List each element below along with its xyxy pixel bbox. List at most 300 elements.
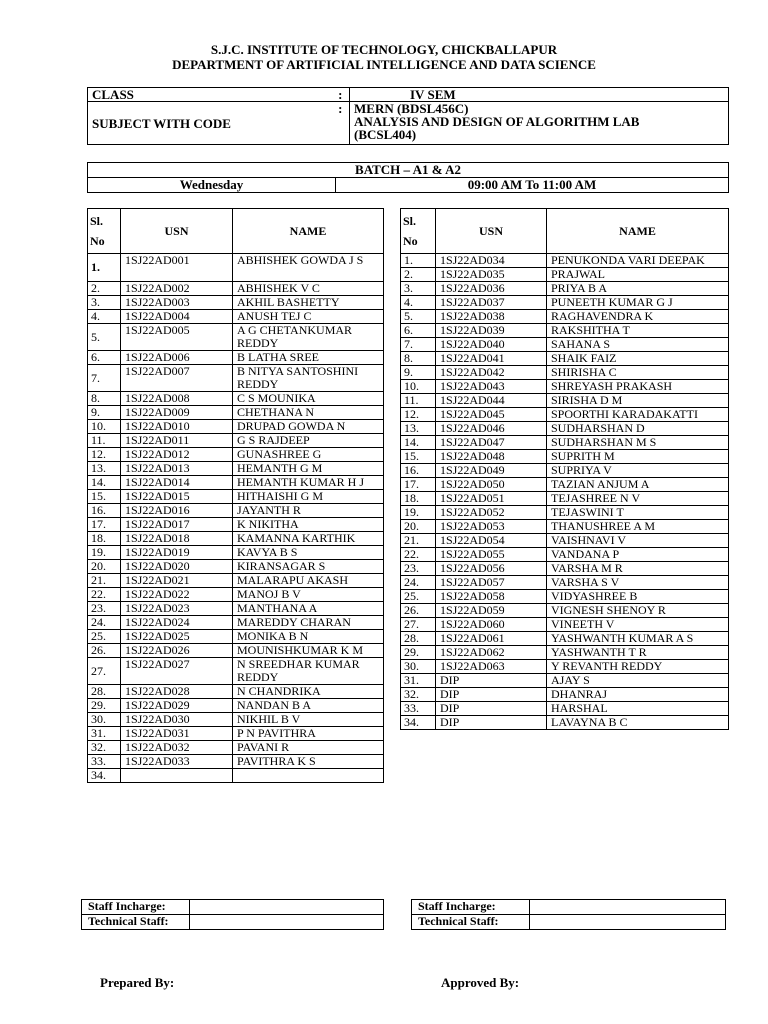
row-name: HITHAISHI G M (233, 490, 384, 504)
table-row (88, 406, 384, 420)
row-usn: 1SJ22AD020 (121, 560, 233, 574)
row-usn: 1SJ22AD003 (121, 296, 233, 310)
table-row (401, 282, 729, 296)
table-row (88, 448, 384, 462)
row-usn: 1SJ22AD050 (436, 478, 547, 492)
row-name: A G CHETANKUMAR REDDY (233, 324, 384, 351)
row-sl-no: 19. (401, 506, 436, 520)
row-sl-no: 11. (88, 434, 121, 448)
row-name: PAVITHRA K S (233, 755, 384, 769)
row-name (233, 769, 384, 783)
student-table-right (400, 208, 729, 730)
row-name: YASHWANTH KUMAR A S (547, 632, 729, 646)
row-usn: 1SJ22AD018 (121, 532, 233, 546)
table-row (401, 366, 729, 380)
row-sl-no: 26. (401, 604, 436, 618)
technical-staff-field (190, 915, 384, 930)
row-sl-no: 9. (401, 366, 436, 380)
table-row (88, 351, 384, 365)
row-name: SPOORTHI KARADAKATTI (547, 408, 729, 422)
row-sl-no: 15. (88, 490, 121, 504)
row-sl-no: 13. (88, 462, 121, 476)
table-row (401, 296, 729, 310)
table-row (401, 422, 729, 436)
class-row (88, 88, 729, 102)
row-sl-no: 4. (88, 310, 121, 324)
row-name: B LATHA SREE (233, 351, 384, 365)
batch-title: BATCH – A1 & A2 (88, 163, 729, 178)
row-usn: 1SJ22AD062 (436, 646, 547, 660)
table-row (88, 282, 384, 296)
row-name: SAHANA S (547, 338, 729, 352)
row-name: VINEETH V (547, 618, 729, 632)
row-usn: 1SJ22AD028 (121, 685, 233, 699)
row-usn: 1SJ22AD048 (436, 450, 547, 464)
row-sl-no: 3. (88, 296, 121, 310)
column-sl-text: Sl. (90, 214, 104, 228)
row-sl-no: 34. (401, 716, 436, 730)
row-sl-no: 26. (88, 644, 121, 658)
row-name: THANUSHREE A M (547, 520, 729, 534)
row-name: CHETHANA N (233, 406, 384, 420)
row-usn: 1SJ22AD037 (436, 296, 547, 310)
row-name: SUDHARSHAN M S (547, 436, 729, 450)
row-sl-no: 6. (88, 351, 121, 365)
row-sl-no: 14. (88, 476, 121, 490)
table-row (88, 504, 384, 518)
row-sl-no: 25. (88, 630, 121, 644)
table-row (401, 576, 729, 590)
row-usn: DIP (436, 702, 547, 716)
row-name: N CHANDRIKA (233, 685, 384, 699)
row-name: VIGNESH SHENOY R (547, 604, 729, 618)
table-row (88, 518, 384, 532)
row-usn: 1SJ22AD022 (121, 588, 233, 602)
row-sl-no: 30. (401, 660, 436, 674)
row-usn: 1SJ22AD026 (121, 644, 233, 658)
row-name: DRUPAD GOWDA N (233, 420, 384, 434)
row-name: JAYANTH R (233, 504, 384, 518)
row-sl-no: 17. (401, 478, 436, 492)
column-no-text: No (90, 234, 105, 248)
row-name: RAGHAVENDRA K (547, 310, 729, 324)
staff-incharge-field (530, 900, 726, 915)
table-row (88, 616, 384, 630)
row-usn: 1SJ22AD049 (436, 464, 547, 478)
table-row (88, 755, 384, 769)
row-name: VARSHA M R (547, 562, 729, 576)
row-sl-no: 16. (88, 504, 121, 518)
row-name: AJAY S (547, 674, 729, 688)
approved-by-label: Approved By: (441, 975, 520, 990)
table-row (401, 492, 729, 506)
subject-label (88, 102, 332, 145)
table-row (88, 324, 384, 351)
table-row (401, 688, 729, 702)
row-sl-no: 12. (401, 408, 436, 422)
table-row (88, 727, 384, 741)
row-usn: DIP (436, 688, 547, 702)
table-row (88, 310, 384, 324)
row-name: HEMANTH KUMAR H J (233, 476, 384, 490)
row-sl-no: 3. (401, 282, 436, 296)
row-usn: 1SJ22AD027 (121, 658, 233, 685)
row-usn: 1SJ22AD023 (121, 602, 233, 616)
row-sl-no: 20. (401, 520, 436, 534)
row-name: B NITYA SANTOSHINI REDDY (233, 365, 384, 392)
table-row (401, 478, 729, 492)
row-sl-no: 20. (88, 560, 121, 574)
table-row (401, 268, 729, 282)
row-name: PUNEETH KUMAR G J (547, 296, 729, 310)
class-value-text: IV SEM (410, 87, 456, 102)
row-sl-no: 17. (88, 518, 121, 532)
row-sl-no: 28. (88, 685, 121, 699)
table-row (88, 392, 384, 406)
row-usn: 1SJ22AD001 (121, 254, 233, 282)
table-row (401, 436, 729, 450)
table-row (401, 674, 729, 688)
row-usn: 1SJ22AD043 (436, 380, 547, 394)
table-row (401, 702, 729, 716)
table-row (88, 296, 384, 310)
table-row (401, 660, 729, 674)
row-name: Y REVANTH REDDY (547, 660, 729, 674)
column-usn: USN (436, 209, 547, 254)
table-row (88, 546, 384, 560)
row-sl-no: 9. (88, 406, 121, 420)
table-row (401, 338, 729, 352)
row-usn: 1SJ22AD042 (436, 366, 547, 380)
staff-incharge-field (190, 900, 384, 915)
row-sl-no: 28. (401, 632, 436, 646)
class-colon: : (332, 88, 350, 102)
batch-day: Wednesday (88, 178, 336, 193)
row-sl-no: 14. (401, 436, 436, 450)
table-row (88, 602, 384, 616)
row-sl-no: 11. (401, 394, 436, 408)
student-table-left (87, 208, 384, 783)
institute-title: S.J.C. INSTITUTE OF TECHNOLOGY, CHICKBALLAPUR (210, 42, 558, 57)
row-usn: 1SJ22AD024 (121, 616, 233, 630)
row-usn: 1SJ22AD031 (121, 727, 233, 741)
subject-line-3: (BCSL404) (354, 127, 417, 142)
class-info-table (87, 87, 729, 145)
row-sl-no: 27. (88, 658, 121, 685)
row-usn: 1SJ22AD045 (436, 408, 547, 422)
row-name: C S MOUNIKA (233, 392, 384, 406)
table-row (88, 476, 384, 490)
row-name: RAKSHITHA T (547, 324, 729, 338)
row-usn: 1SJ22AD036 (436, 282, 547, 296)
table-row (401, 380, 729, 394)
row-sl-no: 5. (401, 310, 436, 324)
row-name: NIKHIL B V (233, 713, 384, 727)
table-row (401, 562, 729, 576)
row-sl-no: 22. (88, 588, 121, 602)
row-usn: 1SJ22AD004 (121, 310, 233, 324)
row-name: G S RAJDEEP (233, 434, 384, 448)
table-row (401, 408, 729, 422)
row-name: MOUNISHKUMAR K M (233, 644, 384, 658)
row-name: SUDHARSHAN D (547, 422, 729, 436)
row-usn: 1SJ22AD047 (436, 436, 547, 450)
row-usn: 1SJ22AD005 (121, 324, 233, 351)
row-name: N SREEDHAR KUMAR REDDY (233, 658, 384, 685)
table-row (88, 490, 384, 504)
row-name: TAZIAN ANJUM A (547, 478, 729, 492)
row-name: DHANRAJ (547, 688, 729, 702)
table-row (401, 324, 729, 338)
row-name: HEMANTH G M (233, 462, 384, 476)
row-usn: 1SJ22AD057 (436, 576, 547, 590)
row-sl-no: 21. (88, 574, 121, 588)
table-row (401, 604, 729, 618)
row-name: PENUKONDA VARI DEEPAK (547, 254, 729, 268)
batch-time: 09:00 AM To 11:00 AM (336, 178, 729, 193)
row-sl-no: 13. (401, 422, 436, 436)
row-name: VAISHNAVI V (547, 534, 729, 548)
row-sl-no: 19. (88, 546, 121, 560)
table-row (401, 352, 729, 366)
row-sl-no: 27. (401, 618, 436, 632)
row-usn: 1SJ22AD039 (436, 324, 547, 338)
row-usn: 1SJ22AD029 (121, 699, 233, 713)
table-row (88, 532, 384, 546)
row-sl-no: 33. (401, 702, 436, 716)
row-usn: 1SJ22AD035 (436, 268, 547, 282)
row-sl-no: 1. (401, 254, 436, 268)
table-row (88, 588, 384, 602)
row-sl-no: 23. (88, 602, 121, 616)
row-usn: 1SJ22AD012 (121, 448, 233, 462)
row-usn: 1SJ22AD006 (121, 351, 233, 365)
row-usn: 1SJ22AD019 (121, 546, 233, 560)
row-sl-no: 24. (401, 576, 436, 590)
row-usn: 1SJ22AD038 (436, 310, 547, 324)
row-sl-no: 31. (88, 727, 121, 741)
table-row (401, 394, 729, 408)
row-sl-no: 25. (401, 590, 436, 604)
row-name: AKHIL BASHETTY (233, 296, 384, 310)
row-name: MANOJ B V (233, 588, 384, 602)
row-name: PRAJWAL (547, 268, 729, 282)
row-sl-no: 33. (88, 755, 121, 769)
table-row (401, 590, 729, 604)
row-sl-no: 18. (401, 492, 436, 506)
row-usn: 1SJ22AD016 (121, 504, 233, 518)
subject-value (350, 102, 729, 145)
row-usn: 1SJ22AD052 (436, 506, 547, 520)
row-usn: 1SJ22AD055 (436, 548, 547, 562)
table-row (88, 462, 384, 476)
column-usn: USN (121, 209, 233, 254)
row-name: TEJASHREE N V (547, 492, 729, 506)
row-usn: 1SJ22AD054 (436, 534, 547, 548)
table-row (401, 632, 729, 646)
row-name: PRIYA B A (547, 282, 729, 296)
row-sl-no: 32. (401, 688, 436, 702)
column-sl-no (88, 209, 121, 254)
table-row (401, 520, 729, 534)
subject-label-text: SUBJECT WITH CODE (92, 115, 231, 131)
row-sl-no: 29. (88, 699, 121, 713)
row-name: YASHWANTH T R (547, 646, 729, 660)
row-sl-no: 22. (401, 548, 436, 562)
subject-line-1: MERN (BDSL456C) (354, 101, 469, 116)
row-sl-no: 31. (401, 674, 436, 688)
table-row (401, 534, 729, 548)
row-usn: 1SJ22AD040 (436, 338, 547, 352)
row-sl-no: 7. (88, 365, 121, 392)
row-usn: 1SJ22AD025 (121, 630, 233, 644)
row-usn: DIP (436, 674, 547, 688)
row-name: MANTHANA A (233, 602, 384, 616)
row-usn: 1SJ22AD034 (436, 254, 547, 268)
column-name: NAME (233, 209, 384, 254)
row-sl-no: 4. (401, 296, 436, 310)
subject-line-2: ANALYSIS AND DESIGN OF ALGORITHM LAB (354, 114, 640, 129)
row-name: ANUSH TEJ C (233, 310, 384, 324)
row-sl-no: 16. (401, 464, 436, 478)
table-row (88, 254, 384, 282)
row-name: SIRISHA D M (547, 394, 729, 408)
row-usn: 1SJ22AD007 (121, 365, 233, 392)
row-usn: 1SJ22AD053 (436, 520, 547, 534)
row-usn: 1SJ22AD008 (121, 392, 233, 406)
row-sl-no: 2. (88, 282, 121, 296)
row-name: PAVANI R (233, 741, 384, 755)
row-usn: 1SJ22AD063 (436, 660, 547, 674)
row-name: LAVAYNA B C (547, 716, 729, 730)
row-sl-no: 8. (88, 392, 121, 406)
table-header (401, 209, 729, 254)
table-row (401, 716, 729, 730)
table-row (88, 434, 384, 448)
row-sl-no: 8. (401, 352, 436, 366)
row-name: HARSHAL (547, 702, 729, 716)
department-title: DEPARTMENT OF ARTIFICIAL INTELLIGENCE AND DATA SCIENCE (172, 57, 596, 72)
subject-colon: : (332, 102, 350, 145)
technical-staff-label: Technical Staff: (412, 915, 530, 930)
table-row (401, 464, 729, 478)
row-name: NANDAN B A (233, 699, 384, 713)
row-usn: 1SJ22AD032 (121, 741, 233, 755)
table-row (401, 618, 729, 632)
row-sl-no: 18. (88, 532, 121, 546)
row-name: TEJASWINI T (547, 506, 729, 520)
row-name: VIDYASHREE B (547, 590, 729, 604)
table-row (401, 450, 729, 464)
row-usn: 1SJ22AD017 (121, 518, 233, 532)
row-usn: 1SJ22AD009 (121, 406, 233, 420)
table-row (88, 699, 384, 713)
row-name: MONIKA B N (233, 630, 384, 644)
row-usn: 1SJ22AD056 (436, 562, 547, 576)
row-name: SUPRIYA V (547, 464, 729, 478)
row-usn: 1SJ22AD058 (436, 590, 547, 604)
row-sl-no: 10. (88, 420, 121, 434)
row-usn: 1SJ22AD011 (121, 434, 233, 448)
row-usn: 1SJ22AD002 (121, 282, 233, 296)
column-name: NAME (547, 209, 729, 254)
row-sl-no: 1. (88, 254, 121, 282)
row-name: VARSHA S V (547, 576, 729, 590)
row-name: MALARAPU AKASH (233, 574, 384, 588)
row-name: GUNASHREE G (233, 448, 384, 462)
row-sl-no: 15. (401, 450, 436, 464)
subject-row (88, 102, 729, 145)
column-no-text: No (403, 234, 418, 248)
row-usn (121, 769, 233, 783)
row-name: KIRANSAGAR S (233, 560, 384, 574)
row-name: SHAIK FAIZ (547, 352, 729, 366)
row-usn: 1SJ22AD033 (121, 755, 233, 769)
table-header (88, 209, 384, 254)
row-usn: 1SJ22AD010 (121, 420, 233, 434)
row-sl-no: 5. (88, 324, 121, 351)
table-row (88, 713, 384, 727)
row-name: KAMANNA KARTHIK (233, 532, 384, 546)
row-sl-no: 12. (88, 448, 121, 462)
row-sl-no: 10. (401, 380, 436, 394)
row-sl-no: 30. (88, 713, 121, 727)
row-name: SHIRISHA C (547, 366, 729, 380)
row-sl-no: 7. (401, 338, 436, 352)
row-name: ABHISHEK GOWDA J S (233, 254, 384, 282)
row-name: SUPRITH M (547, 450, 729, 464)
row-sl-no: 34. (88, 769, 121, 783)
table-row (88, 769, 384, 783)
table-row (401, 310, 729, 324)
row-usn: 1SJ22AD059 (436, 604, 547, 618)
row-usn: 1SJ22AD015 (121, 490, 233, 504)
technical-staff-field (530, 915, 726, 930)
row-name: VANDANA P (547, 548, 729, 562)
row-name: ABHISHEK V C (233, 282, 384, 296)
staff-incharge-label: Staff Incharge: (412, 900, 530, 915)
row-name: KAVYA B S (233, 546, 384, 560)
table-row (401, 548, 729, 562)
table-row (88, 644, 384, 658)
column-sl-text: Sl. (403, 214, 417, 228)
row-sl-no: 6. (401, 324, 436, 338)
row-sl-no: 2. (401, 268, 436, 282)
row-usn: 1SJ22AD014 (121, 476, 233, 490)
row-usn: 1SJ22AD060 (436, 618, 547, 632)
table-row (88, 658, 384, 685)
table-row (88, 420, 384, 434)
row-name: K NIKITHA (233, 518, 384, 532)
row-usn: DIP (436, 716, 547, 730)
row-sl-no: 21. (401, 534, 436, 548)
batch-table (87, 162, 729, 193)
row-sl-no: 24. (88, 616, 121, 630)
row-usn: 1SJ22AD030 (121, 713, 233, 727)
row-usn: 1SJ22AD046 (436, 422, 547, 436)
row-usn: 1SJ22AD044 (436, 394, 547, 408)
staff-table-right (411, 899, 726, 930)
row-sl-no: 32. (88, 741, 121, 755)
row-name: P N PAVITHRA (233, 727, 384, 741)
row-usn: 1SJ22AD013 (121, 462, 233, 476)
table-row (401, 646, 729, 660)
table-row (88, 630, 384, 644)
column-sl-no (401, 209, 436, 254)
row-usn: 1SJ22AD051 (436, 492, 547, 506)
row-sl-no: 23. (401, 562, 436, 576)
table-row (88, 365, 384, 392)
